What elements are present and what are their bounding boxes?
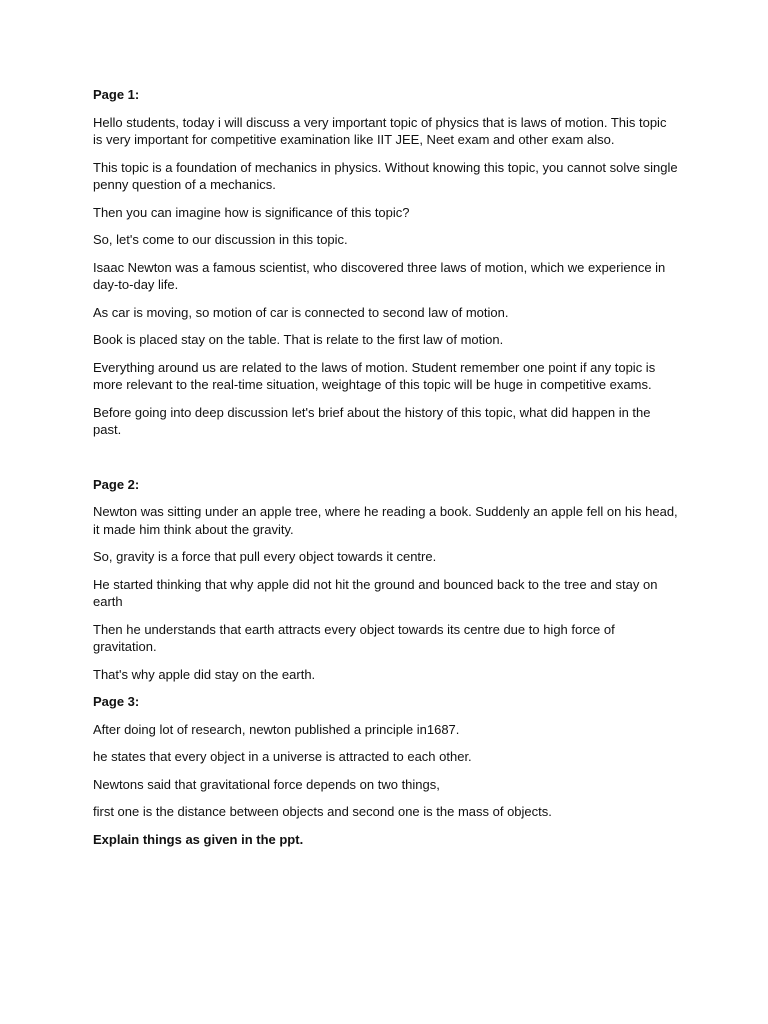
section-spacer xyxy=(93,449,678,476)
paragraph: As car is moving, so motion of car is connected to second law of motion. xyxy=(93,304,509,320)
section-heading-page-2: Page 2: xyxy=(93,476,140,492)
paragraph: Newtons said that gravitational force depends on two things, xyxy=(93,776,440,792)
paragraph: So, let's come to our discussion in this topic. xyxy=(93,232,348,247)
paragraph: That's why apple did stay on the earth. xyxy=(93,666,316,682)
paragraph: first one is the distance between objects and second one is the mass of objects. xyxy=(93,804,552,819)
paragraph: he states that every object in a universe is attracted to each other. xyxy=(93,749,472,764)
paragraph: Isaac Newton was a famous scientist, who discovered three laws of motion, which we experience in day-to-day life. xyxy=(93,259,666,292)
paragraph: Newton was sitting under an apple tree, where he reading a book. Suddenly an apple fell on his head, it made him think about the gravity. xyxy=(93,504,678,537)
paragraph: Book is placed stay on the table. That is relate to the first law of motion. xyxy=(93,332,504,347)
paragraph: Before going into deep discussion let's brief about the history of this topic, what did happen in the past. xyxy=(93,404,651,437)
closing-instruction: Explain things as given in the ppt. xyxy=(93,831,304,847)
paragraph: Hello students, today i will discuss a very important topic of physics that is laws of motion. This topic is very important for competitive examination like IIT JEE, Neet exam and other exam also. xyxy=(93,114,667,147)
section-heading-page-1: Page 1: xyxy=(93,87,140,102)
section-heading-page-3: Page 3: xyxy=(93,694,140,709)
paragraph: Then you can imagine how is significance of this topic? xyxy=(93,204,410,220)
paragraph: This topic is a foundation of mechanics in physics. Without knowing this topic, you cannot solve single penny question of a mechanics. xyxy=(93,159,678,192)
paragraph: After doing lot of research, newton published a principle in1687. xyxy=(93,721,460,737)
paragraph: He started thinking that why apple did not hit the ground and bounced back to the tree and stay on earth xyxy=(93,576,658,609)
paragraph: Everything around us are related to the laws of motion. Student remember one point if any topic is more relevant to the real-time situation, weightage of this topic will be huge in competitive exams. xyxy=(93,359,656,392)
paragraph: Then he understands that earth attracts every object towards its centre due to high force of gravitation. xyxy=(93,621,615,654)
paragraph: So, gravity is a force that pull every object towards it centre. xyxy=(93,549,437,564)
document-page xyxy=(93,86,678,858)
